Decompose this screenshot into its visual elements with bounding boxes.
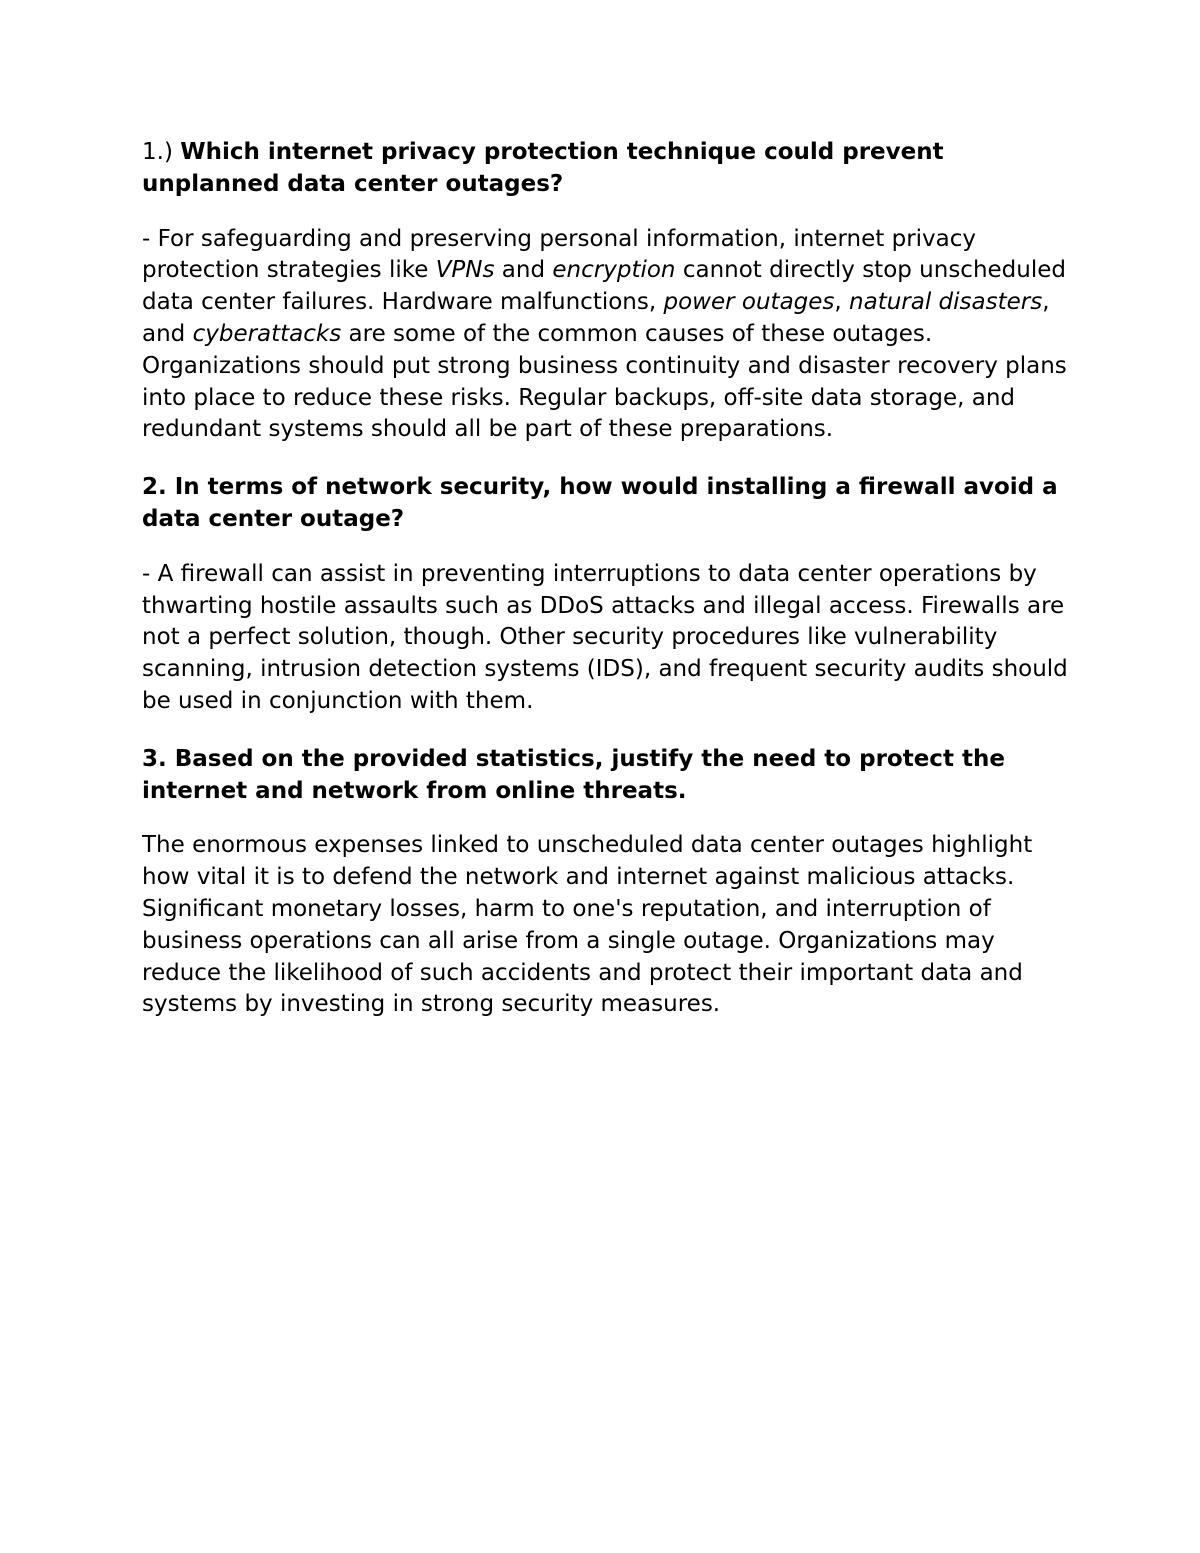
- answer-1-text: and: [494, 257, 553, 284]
- answer-1-text: , and: [142, 289, 1050, 347]
- question-2: [142, 472, 1072, 536]
- answer-1-emphasis-natural-disasters: natural disasters: [849, 289, 1043, 316]
- answer-1-text: ,: [834, 289, 850, 316]
- question-1-text: Which internet privacy protection technique could prevent unplanned data center outages?: [142, 139, 944, 197]
- question-3: [142, 744, 1072, 808]
- answer-1-text: are some of the common causes of these outages. Organizations should put strong business continuity and disaster recovery plans into place to reduce these risks. Regular backups, off-site data storage, and redundant systems should all be part of these preparations.: [142, 320, 1067, 443]
- question-1-number: 1.): [142, 139, 181, 165]
- question-3-text: 3. Based on the provided statistics, justify the need to protect the internet and network from online threats.: [142, 745, 1005, 804]
- answer-3: The enormous expenses linked to unscheduled data center outages highlight how vital it is to defend the network and internet against malicious attacks. Significant monetary losses, harm to one's reputation, and interruption of business operations can all arise from a single outage. Organizations may reduce the likelihood of such accidents and protect their important data and systems by investing in strong security measures.: [142, 832, 1033, 1018]
- answer-2: - A firewall can assist in preventing interruptions to data center operations by thwarting hostile assaults such as DDoS attacks and illegal access. Firewalls are not a perfect solution, though. Other security procedures like vulnerability scanning, intrusion detection systems (IDS), and frequent security audits should be used in conjunction with them.: [142, 560, 1068, 714]
- answer-1-text: cannot directly stop unscheduled data center failures. Hardware malfunctions,: [142, 257, 1066, 316]
- answer-1-emphasis-encryption: encryption: [552, 257, 676, 284]
- question-2-text: 2. In terms of network security, how would installing a firewall avoid a data center outage?: [142, 474, 1058, 532]
- document-body: [142, 137, 1072, 1047]
- answer-1-emphasis-power-outages: power outages: [663, 289, 835, 316]
- answer-1-emphasis-vpns: VPNs: [435, 257, 495, 284]
- answer-1-text: - For safeguarding and preserving personal information, internet privacy protection strategies like: [142, 225, 976, 284]
- answer-1: [142, 224, 1072, 447]
- question-1: [142, 137, 1072, 201]
- answer-1-emphasis-cyberattacks: cyberattacks: [192, 320, 342, 347]
